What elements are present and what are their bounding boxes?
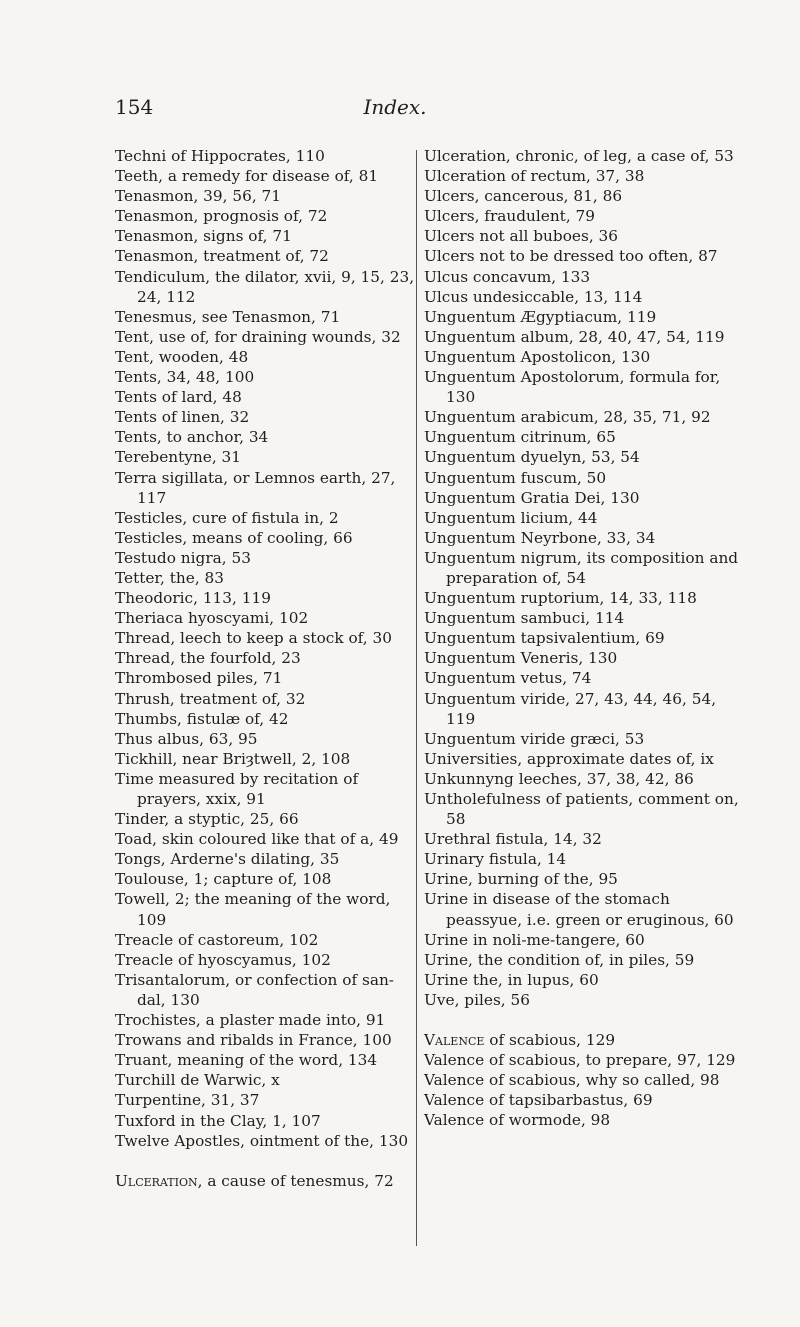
index-entry: Ulcus undesiccable, 13, 114 [424,287,643,306]
index-entry: Tuxford in the Clay, 1, 107 [115,1111,321,1130]
index-entry: Urine, the condition of, in piles, 59 [424,950,695,969]
index-entry: Valence of tapsibarbastus, 69 [424,1091,653,1110]
index-entry: Tetter, the, 83 [115,568,225,587]
index-entry: Urine the, in lupus, 60 [424,970,599,989]
index-entry: Ulcus concavum, 133 [424,267,591,286]
index-entry: Unguentum Gratia Dei, 130 [424,488,640,507]
index-entry: Tenasmon, signs of, 71 [115,227,292,246]
index-entry: Unguentum tapsivalentium, 69 [424,629,665,648]
index-entry: Tongs, Arderne's dilating, 35 [115,850,340,869]
page-header [115,95,675,125]
index-entry: Unguentum viride, 27, 43, 44, 46, 54, 119 [424,689,717,728]
column-divider [416,150,417,1246]
index-entry: Tents of linen, 32 [115,408,250,427]
index-entry: Universities, approximate dates of, ix [424,749,714,768]
index-entry: Tents, to anchor, 34 [115,428,269,447]
index-entry: Tendiculum, the dilator, xvii, 9, 15, 23, 24, 112 [115,267,415,306]
index-entry: Unguentum licium, 44 [424,508,598,527]
index-entry: Valence of wormode, 98 [424,1111,611,1130]
index-entry: Trisantalorum, or confection of san-dal, 130 [115,970,394,1009]
index-entry: Tents of lard, 48 [115,388,242,407]
index-column-left [115,146,415,1191]
index-entry: Ulceration of rectum, 37, 38 [424,167,645,186]
index-entry: Valence of scabious, why so called, 98 [424,1071,720,1090]
index-entry-text: of scabious, 129 [484,1031,616,1050]
index-entry: Unguentum fuscum, 50 [424,468,607,487]
running-title: Index. [363,95,427,119]
index-entry: Towell, 2; the meaning of the word, 109 [115,890,391,929]
index-entry: Trochistes, a plaster made into, 91 [115,1011,386,1030]
index-entry [424,1030,742,1050]
index-entry: Unguentum Veneris, 130 [424,649,618,668]
index-entry: Tent, wooden, 48 [115,347,249,366]
index-entry: Tenesmus, see Tenasmon, 71 [115,307,341,326]
index-entry: Time measured by recitation of prayers, xxix, 91 [115,769,359,808]
index-entry: Unguentum viride græci, 53 [424,729,645,748]
index-entry: Treacle of hyoscyamus, 102 [115,950,331,969]
index-entry: Terebentyne, 31 [115,448,242,467]
section-gap [424,1010,742,1030]
index-entry: Unguentum Neyrbone, 33, 34 [424,528,656,547]
index-entry: Truant, meaning of the word, 134 [115,1051,378,1070]
index-entry: Valence of scabious, to prepare, 97, 129 [424,1051,736,1070]
index-entry-text: , a cause of tenesmus, 72 [197,1171,394,1190]
index-entry: Testicles, cure of fistula in, 2 [115,508,339,527]
index-entry: Unguentum Apostolicon, 130 [424,347,651,366]
index-entry: Tenasmon, 39, 56, 71 [115,187,282,206]
section-head-word: Valence [424,1031,485,1050]
index-entry: Twelve Apostles, ointment of the, 130 [115,1131,409,1150]
section-gap [115,1151,415,1171]
index-entry: Urethral fistula, 14, 32 [424,830,602,849]
index-entry: Teeth, a remedy for disease of, 81 [115,167,379,186]
index-entry: Unkunnyng leeches, 37, 38, 42, 86 [424,769,694,788]
index-entry: Toulouse, 1; capture of, 108 [115,870,332,889]
index-entry: Theriaca hyoscyami, 102 [115,609,309,628]
index-entry: Theodoric, 113, 119 [115,589,271,608]
index-entry: Unguentum nigrum, its composition and preparation of, 54 [424,548,739,587]
index-entry: Unguentum ruptorium, 14, 33, 118 [424,589,697,608]
index-entry: Untholefulness of patients, comment on, 58 [424,790,739,829]
index-entry: Unguentum Apostolorum, formula for, 130 [424,368,721,407]
index-entry: Thus albus, 63, 95 [115,729,258,748]
index-entry: Turchill de Warwic, x [115,1071,280,1090]
index-entry: Thrush, treatment of, 32 [115,689,306,708]
index-entry: Tents, 34, 48, 100 [115,368,255,387]
index-column-right [424,146,742,1131]
index-entry: Thread, the fourfold, 23 [115,649,301,668]
index-entry: Urinary fistula, 14 [424,850,567,869]
index-entry: Ulceration, chronic, of leg, a case of, 53 [424,147,734,165]
index-entry: Urine in noli-me-tangere, 60 [424,930,645,949]
index-entry: Uve, piles, 56 [424,990,530,1009]
index-entry: Testicles, means of cooling, 66 [115,528,353,547]
index-entry: Unguentum album, 28, 40, 47, 54, 119 [424,327,725,346]
index-entry [115,1171,415,1191]
index-entry: Unguentum vetus, 74 [424,669,592,688]
index-entry: Thumbs, fistulæ of, 42 [115,709,289,728]
index-entry: Treacle of castoreum, 102 [115,930,319,949]
index-entry: Ulcers, cancerous, 81, 86 [424,187,623,206]
index-entry: Trowans and ribalds in France, 100 [115,1031,392,1050]
section-head-word: Ulceration [115,1171,198,1190]
index-entry: Unguentum sambuci, 114 [424,609,625,628]
index-entry: Toad, skin coloured like that of a, 49 [115,830,399,849]
index-entry: Unguentum citrinum, 65 [424,428,616,447]
index-entry: Turpentine, 31, 37 [115,1091,260,1110]
index-entry: Tenasmon, treatment of, 72 [115,247,329,266]
page-number: 154 [115,95,154,119]
index-entry: Unguentum arabicum, 28, 35, 71, 92 [424,408,711,427]
index-entry: Testudo nigra, 53 [115,548,251,567]
index-entry: Thread, leech to keep a stock of, 30 [115,629,392,648]
index-entry: Terra sigillata, or Lemnos earth, 27, 117 [115,468,396,507]
index-entry: Urine, burning of the, 95 [424,870,618,889]
index-entry: Unguentum Ægyptiacum, 119 [424,307,657,326]
index-entry: Techni of Hippocrates, 110 [115,147,325,165]
index-entry: Ulcers not all buboes, 36 [424,227,619,246]
index-entry: Tickhill, near Briȝtwell, 2, 108 [115,749,351,768]
index-entry: Ulcers, fraudulent, 79 [424,207,596,226]
index-entry: Thrombosed piles, 71 [115,669,283,688]
index-entry: Tent, use of, for draining wounds, 32 [115,327,401,346]
index-entry: Tenasmon, prognosis of, 72 [115,207,328,226]
index-entry: Ulcers not to be dressed too often, 87 [424,247,718,266]
index-entry: Urine in disease of the stomach peassyue, i.e. green or eruginous, 60 [424,890,734,929]
index-entry: Unguentum dyuelyn, 53, 54 [424,448,640,467]
index-entry: Tinder, a styptic, 25, 66 [115,810,299,829]
